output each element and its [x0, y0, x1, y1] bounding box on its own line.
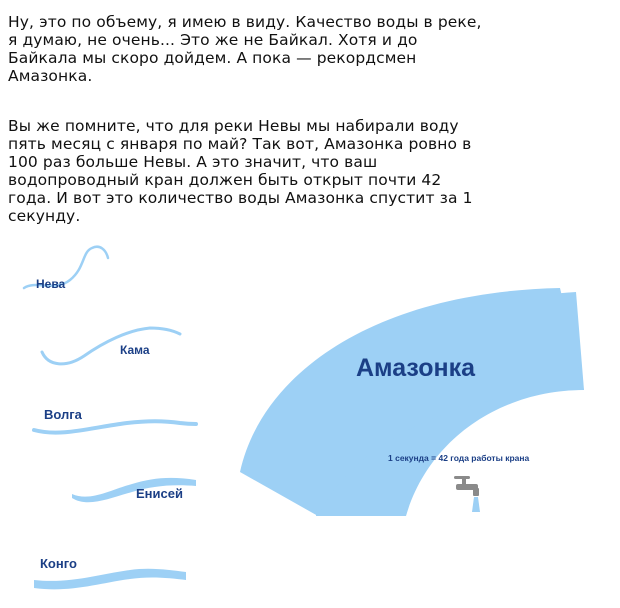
amazon-caption: 1 секунда = 42 года работы крана [388, 453, 530, 463]
river-label-congo: Конго [40, 556, 77, 571]
rivers-infographic [0, 240, 620, 608]
paragraph-2: Вы же помните, что для реки Невы мы набирали воду пять месяц с января по май? Так вот, Амазонка ровно в 100 раз больше Невы. А это значит, что ваш водопроводный кран должен быть открыт почти 42 года. И вот это количество воды Амазонка спустит за 1 секунду. [8, 117, 473, 225]
water-stream [472, 497, 480, 512]
river-label-neva: Нева [36, 277, 66, 291]
main-river-label: Амазонка [356, 354, 476, 382]
faucet-icon [454, 476, 479, 496]
river-label-yenisei: Енисей [136, 486, 183, 501]
river-congo [34, 569, 186, 590]
river-label-kama: Кама [120, 343, 150, 357]
river-volga [34, 421, 196, 432]
river-label-volga: Волга [44, 407, 82, 422]
river-kama [42, 328, 180, 364]
paragraph-1: Ну, это по объему, я имею в виду. Качество воды в реке, я думаю, не очень... Это же не Байкал. Хотя и до Байкала мы скоро дойдем. А пока — рекордсмен Амазонка. [8, 13, 482, 85]
